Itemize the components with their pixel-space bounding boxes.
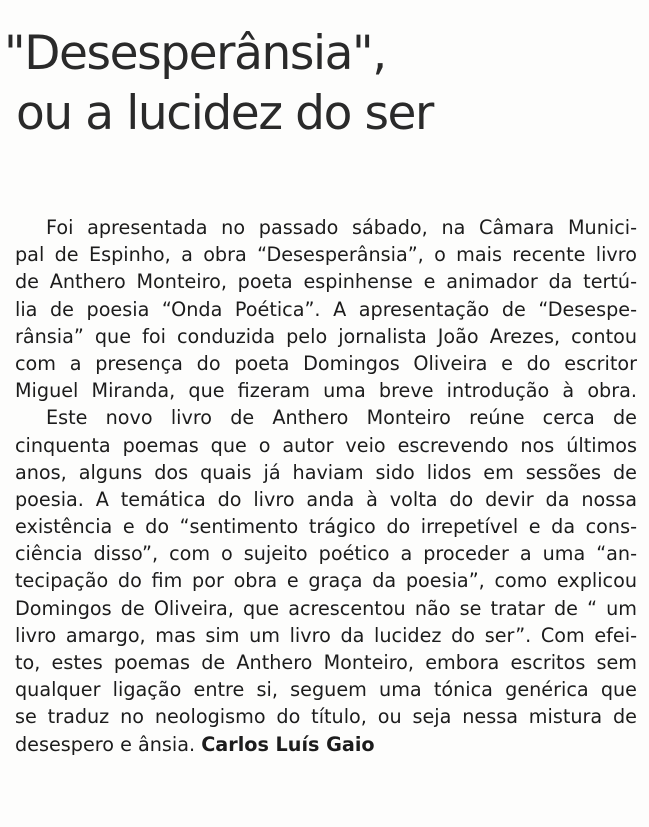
text-line: existência e do “sentimento trágico do irrepetível e da cons- — [15, 515, 637, 539]
byline: Carlos Luís Gaio — [201, 732, 375, 756]
paragraph-1 — [15, 214, 637, 404]
paragraph-2 — [15, 404, 637, 757]
text-line: rânsia” que foi conduzida pelo jornalista João Arezes, contou — [15, 324, 637, 348]
text-line: qualquer ligação entre si, seguem uma tónica genérica que — [15, 678, 637, 702]
text-line: Miguel Miranda, que fizeram uma breve introdução à obra. — [15, 379, 637, 403]
text-line: pal de Espinho, a obra “Desesperânsia”, o mais recente livro — [15, 243, 637, 267]
closing-text: desespero e ânsia. — [15, 732, 196, 756]
text-line: com a presença do poeta Domingos Oliveira e do escritor — [15, 351, 637, 375]
text-line: se traduz no neologismo do título, ou seja nessa mistura de — [15, 705, 637, 729]
text-line: de Anthero Monteiro, poeta espinhense e animador da tertú- — [15, 270, 637, 294]
text-line: cinquenta poemas que o autor veio escrevendo nos últimos — [15, 433, 637, 457]
text-line: Este novo livro de Anthero Monteiro reúne cerca de — [46, 406, 637, 430]
text-line: Foi apresentada no passado sábado, na Câmara Munici- — [46, 216, 637, 239]
headline-line-2: ou a lucidez do ser — [16, 86, 433, 141]
text-line: ciência disso”, com o sujeito poético a proceder a uma “an- — [15, 542, 637, 566]
text-line: tecipação do fim por obra e graça da poesia”, como explicou — [15, 569, 637, 593]
article-body — [15, 214, 637, 758]
text-line-final — [15, 731, 637, 758]
text-line: livro amargo, mas sim um livro da lucidez do ser”. Com efei- — [15, 623, 637, 647]
text-line: anos, alguns dos quais já haviam sido lidos em sessões de — [15, 460, 637, 484]
text-line: to, estes poemas de Anthero Monteiro, embora escritos sem — [15, 651, 637, 674]
text-line: Domingos de Oliveira, que acrescentou não se tratar de “ um — [15, 596, 637, 620]
text-line: poesia. A temática do livro anda à volta do devir da nossa — [15, 487, 637, 511]
headline-line-1: "Desesperânsia", — [4, 26, 386, 81]
headline — [4, 24, 644, 144]
text-line: lia de poesia “Onda Poética”. A apresentação de “Desespe- — [15, 297, 637, 321]
